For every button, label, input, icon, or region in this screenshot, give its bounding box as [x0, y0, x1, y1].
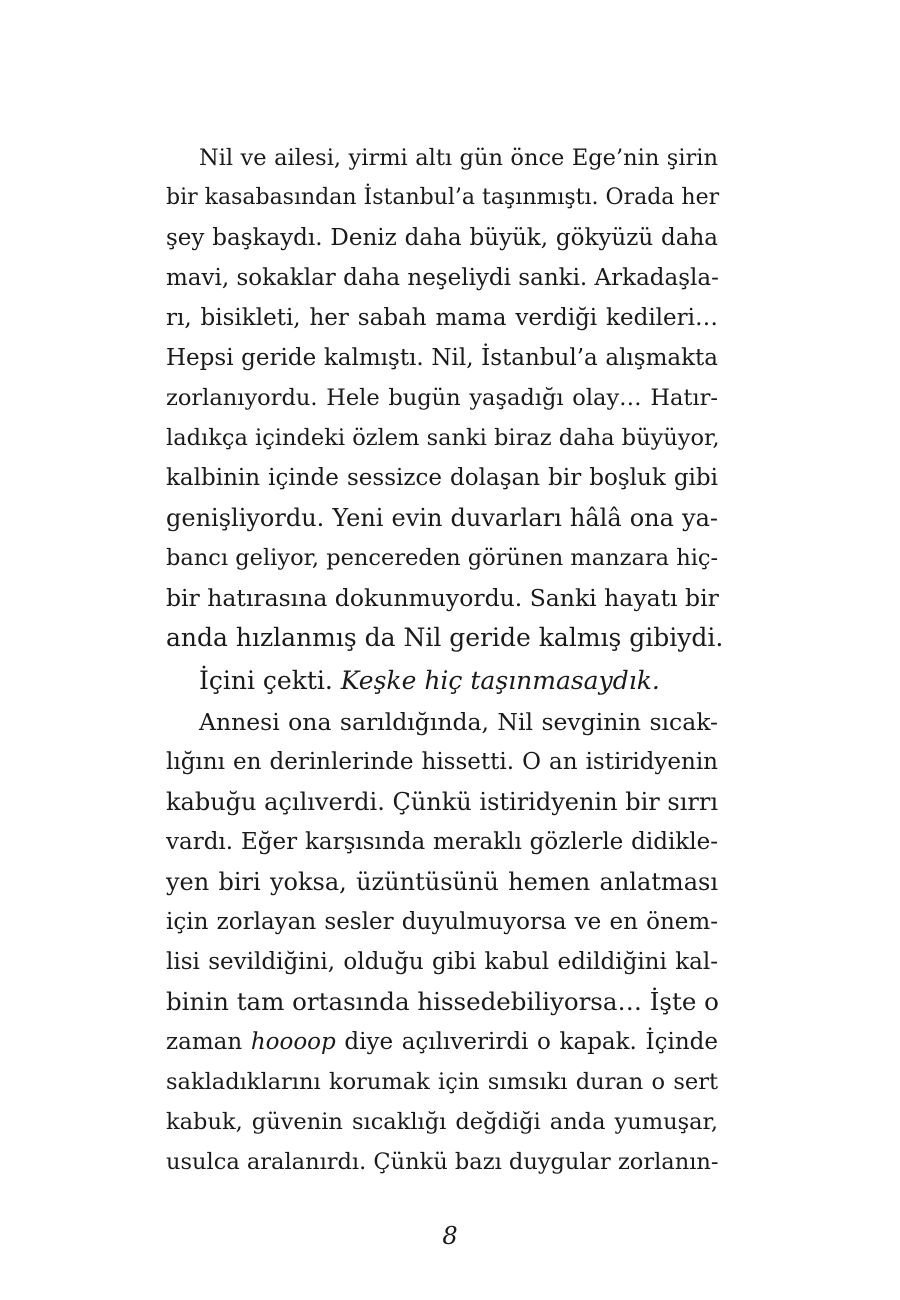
- text-line: bir kasabasından İstanbul’a taşınmıştı. Orada her: [166, 185, 720, 210]
- italic-thought: Keşke hiç taşınmasaydık.: [340, 666, 660, 695]
- text-line: bancı geliyor, pencereden görünen manzara hiç-: [166, 545, 719, 571]
- text-line: anda hızlanmış da Nil geride kalmış gibiydi.: [166, 623, 724, 652]
- text-line: kabuk, güvenin sıcaklığı değdiği anda yumuşar,: [166, 1109, 718, 1135]
- text-line: ladıkça içindeki özlem sanki biraz daha büyüyor,: [166, 425, 720, 451]
- text-line: [166, 1022, 718, 1062]
- text-line: binin tam ortasında hissedebiliyorsa… İşte o: [166, 987, 719, 1016]
- text-line: genişliyordu. Yeni evin duvarları hâlâ ona ya-: [166, 504, 718, 532]
- text-line: Nil ve ailesi, yirmi altı gün önce Ege’nin şirin: [199, 145, 718, 171]
- text-line: vardı. Eğer karşısında meraklı gözlerle didikle-: [166, 829, 718, 855]
- text-line: zorlanıyordu. Hele bugün yaşadığı olay… Hatır-: [166, 385, 718, 411]
- text-line: şey başkaydı. Deniz daha büyük, gökyüzü daha: [166, 225, 718, 251]
- line-prefix: zaman: [166, 1029, 251, 1055]
- text-line: lığını en derinlerinde hissetti. O an istiridyenin: [166, 749, 718, 775]
- text-line: rı, bisikleti, her sabah mama verdiği kedileri…: [166, 305, 718, 331]
- italic-word: hoooop: [250, 1029, 336, 1055]
- sigh-prefix: İçini çekti.: [199, 666, 341, 695]
- text-line: yen biri yoksa, üzüntüsünü hemen anlatması: [166, 868, 718, 896]
- text-line: Annesi ona sarıldığında, Nil sevginin sıcak-: [199, 708, 718, 736]
- text-line: için zorlayan sesler duyulmuyorsa ve en önem-: [166, 909, 718, 935]
- line-tail: diye açılıverirdi o kapak. İçinde: [335, 1029, 718, 1055]
- text-line: usulca aralanırdı. Çünkü bazı duygular zorlanın-: [166, 1149, 719, 1175]
- text-line: kabuğu açılıverdi. Çünkü istiridyenin bir sırrı: [166, 788, 718, 816]
- page-number: 8: [442, 1222, 458, 1250]
- text-line: kalbinin içinde sessizce dolaşan bir boşluk gibi: [166, 465, 718, 491]
- text-line: mavi, sokaklar daha neşeliydi sanki. Arkadaşla-: [166, 265, 719, 291]
- text-line: lisi sevildiğini, olduğu gibi kabul edildiğini kal-: [166, 949, 718, 975]
- text-line: [199, 661, 660, 701]
- text-line: bir hatırasına dokunmuyordu. Sanki hayatı bir: [166, 584, 719, 612]
- text-line: Hepsi geride kalmıştı. Nil, İstanbul’a alışmakta: [166, 345, 718, 371]
- text-line: sakladıklarını korumak için sımsıkı duran o sert: [166, 1069, 718, 1095]
